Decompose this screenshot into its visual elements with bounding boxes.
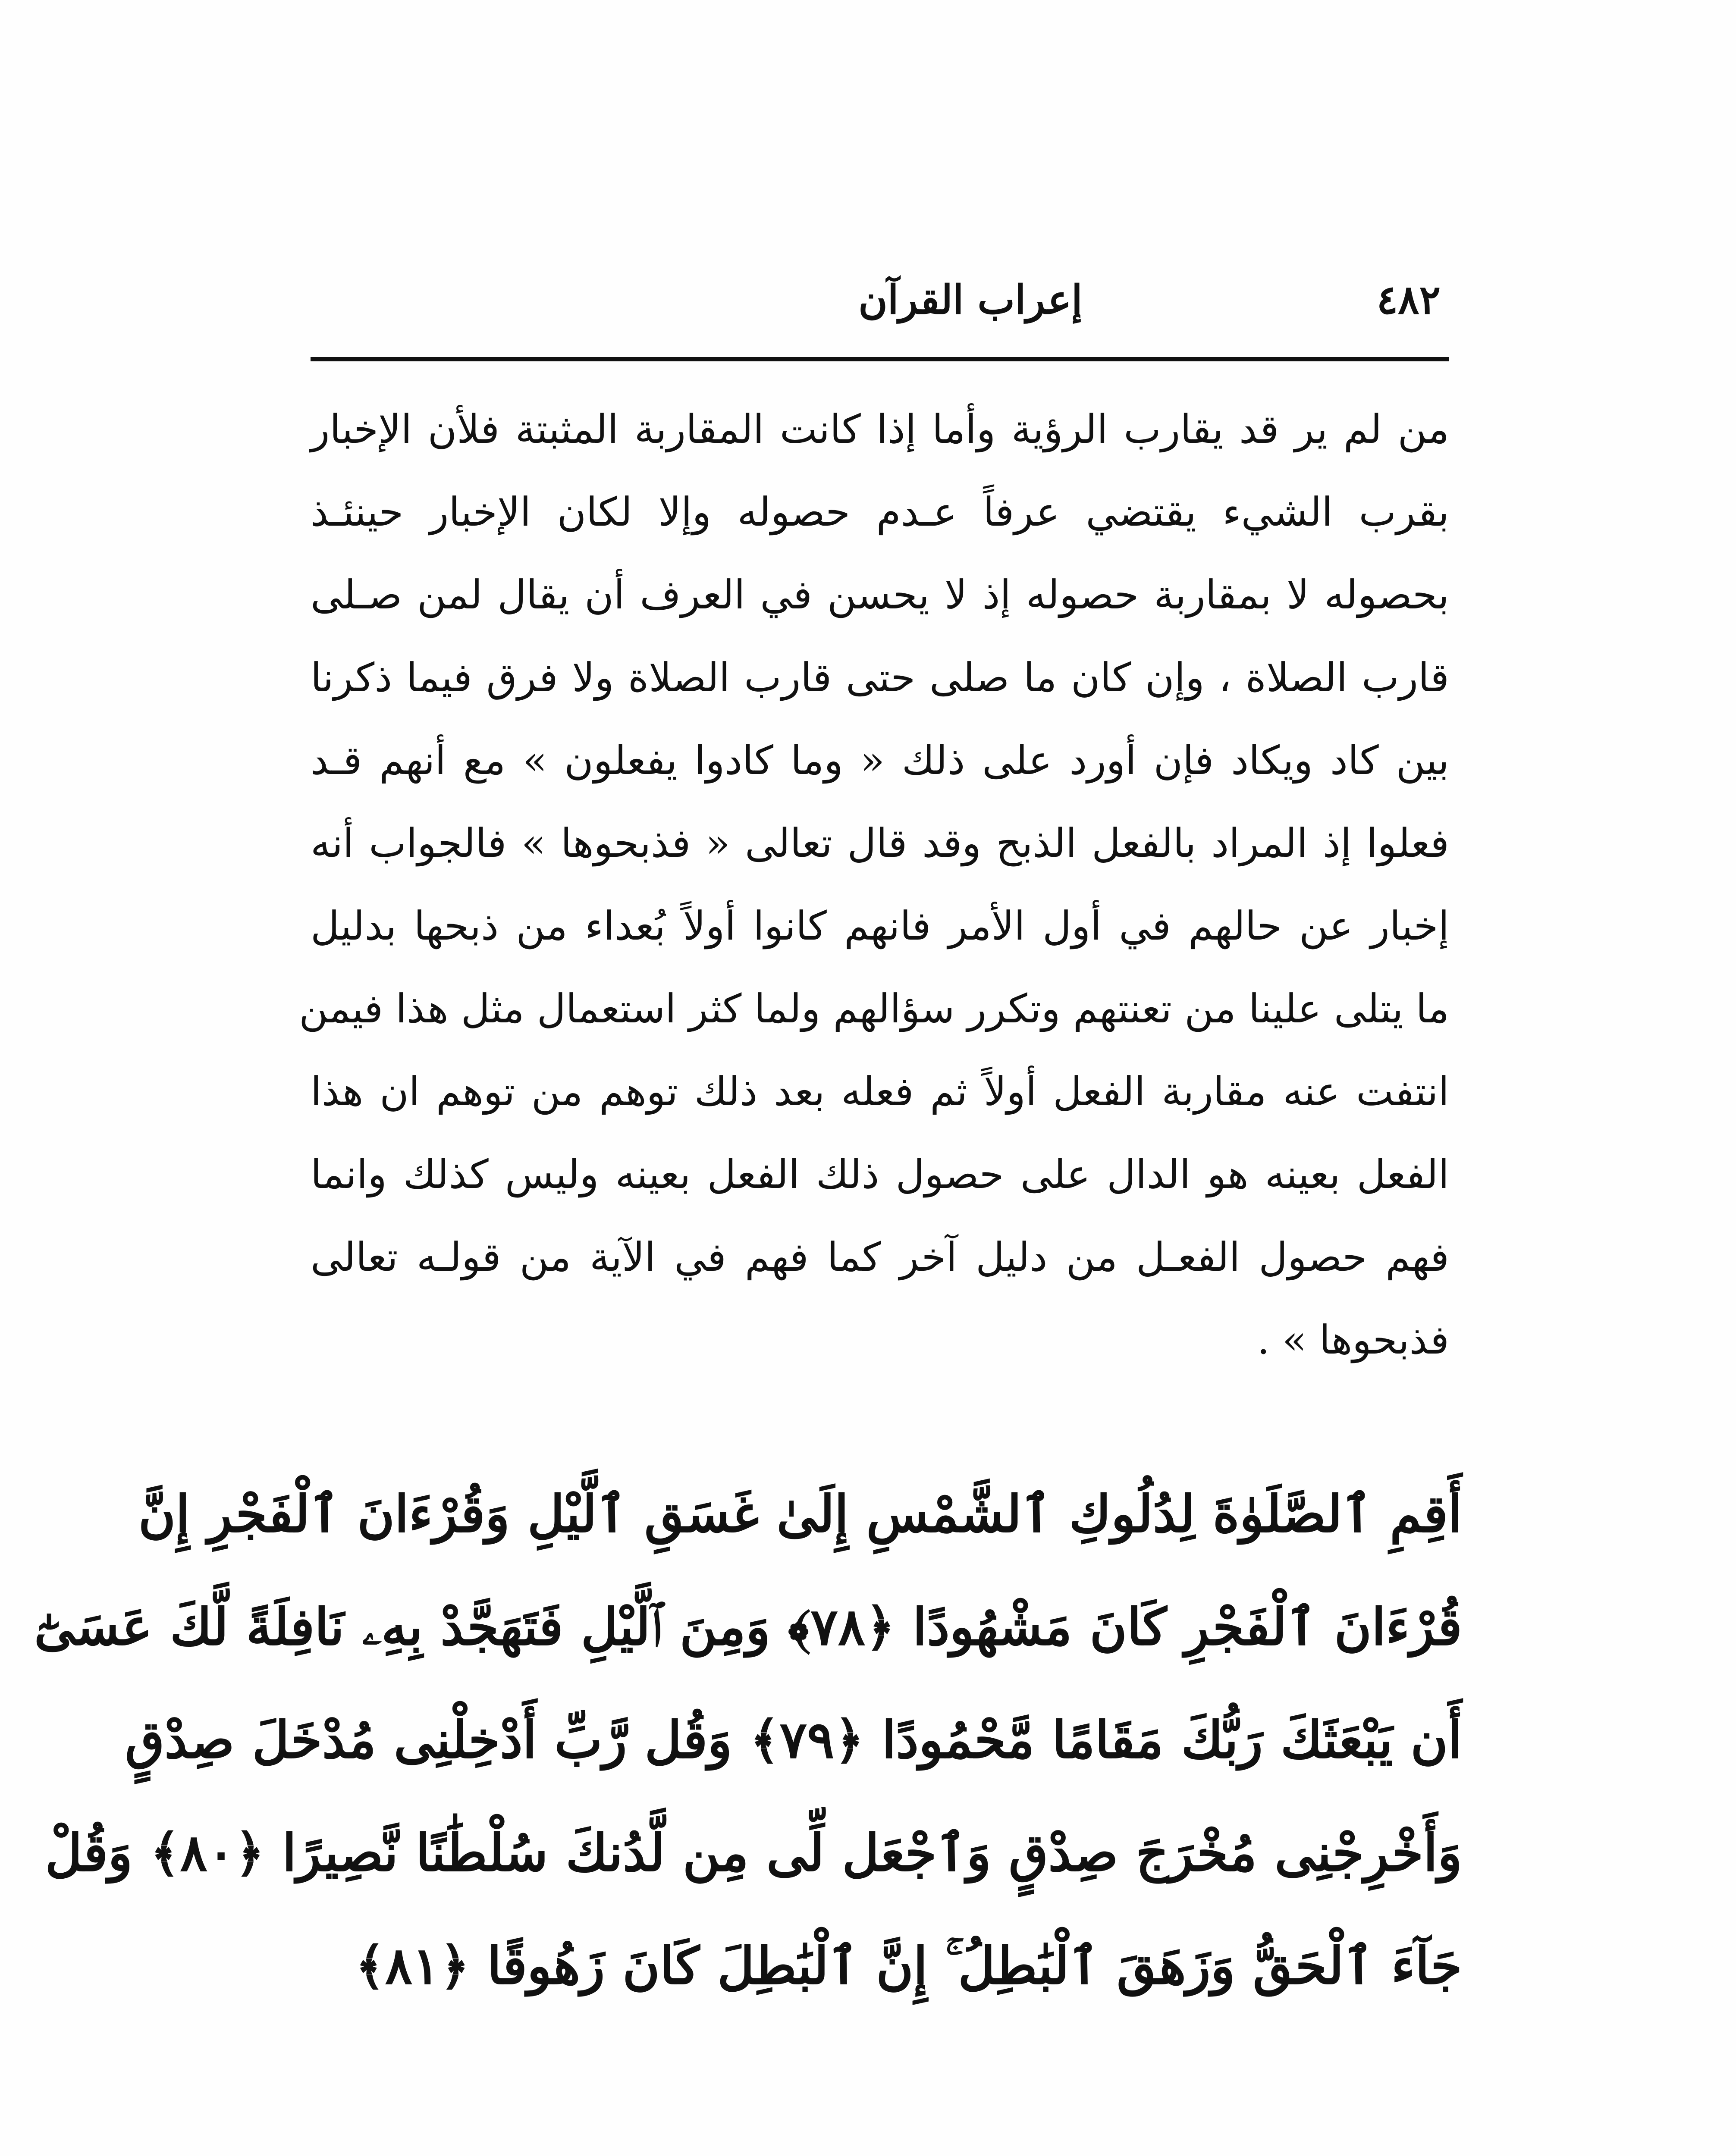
prose-line: قارب الصلاة ، وإن كان ما صلى حتى قارب الصلاة ولا فرق فيما ذكرنا bbox=[311, 655, 1449, 701]
prose-line: فذبحوها » . bbox=[1257, 1317, 1449, 1363]
prose-line: فعلوا إذ المراد بالفعل الذبح وقد قال تعالى « فذبحوها » فالجواب أنه bbox=[311, 820, 1449, 866]
page-header bbox=[311, 267, 1449, 332]
page-number: ٤٨٢ bbox=[1376, 276, 1441, 323]
header-rule bbox=[311, 357, 1449, 361]
verse-line: أَقِمِ ٱلصَّلَوٰةَ لِدُلُوكِ ٱلشَّمْسِ إِلَىٰ غَسَقِ ٱلَّيْلِ وَقُرْءَانَ ٱلْفَجْرِ إِنَّ bbox=[138, 1484, 1462, 1544]
prose-line: فهم حصول الفعـل من دليل آخر كما فهم في الآية من قولـه تعالى bbox=[311, 1234, 1449, 1280]
verse-line: أَن يَبْعَثَكَ رَبُّكَ مَقَامًا مَّحْمُودًا ﴿٧٩﴾ وَقُل رَّبِّ أَدْخِلْنِى مُدْخَلَ صِدْقٍ bbox=[125, 1710, 1462, 1770]
prose-line: ما يتلى علينا من تعنتهم وتكرر سؤالهم ولما كثر استعمال مثل هذا فيمن bbox=[299, 986, 1449, 1032]
prose-line: من لم ير قد يقارب الرؤية وأما إذا كانت المقاربة المثبتة فلأن الإخبار bbox=[311, 406, 1449, 452]
prose-line: بحصوله لا بمقاربة حصوله إذ لا يحسن في العرف أن يقال لمن صـلى bbox=[311, 572, 1449, 618]
prose-line: الفعل بعينه هو الدال على حصول ذلك الفعل بعينه وليس كذلك وانما bbox=[311, 1151, 1449, 1197]
prose-line: انتفت عنه مقاربة الفعل أولاً ثم فعله بعد ذلك توهم من توهم ان هذا bbox=[311, 1069, 1449, 1115]
verse-line: جَآءَ ٱلْحَقُّ وَزَهَقَ ٱلْبَٰطِلُ ۚ إِنَّ ٱلْبَٰطِلَ كَانَ زَهُوقًا ﴿٨١﴾ bbox=[355, 1936, 1462, 1996]
prose-line: بقرب الشيء يقتضي عرفاً عـدم حصوله وإلا لكان الإخبار حينئـذ bbox=[311, 489, 1449, 535]
running-title: إعراب القرآن bbox=[858, 276, 1083, 323]
verse-line: وَأَخْرِجْنِى مُخْرَجَ صِدْقٍ وَٱجْعَل لِّى مِن لَّدُنكَ سُلْطَٰنًا نَّصِيرًا ﴿٨٠﴾ وَقُلْ bbox=[45, 1823, 1462, 1883]
verse-line: قُرْءَانَ ٱلْفَجْرِ كَانَ مَشْهُودًا ﴿٧٨﴾ وَمِنَ ٱلَّيْلِ فَتَهَجَّدْ بِهِۦ نَافِلَةً لَّكَ عَسَىٰٓ bbox=[34, 1597, 1462, 1657]
prose-line: بين كاد ويكاد فإن أورد على ذلك « وما كادوا يفعلون » مع أنهم قـد bbox=[311, 737, 1449, 783]
prose-line: إخبار عن حالهم في أول الأمر فانهم كانوا أولاً بُعداء من ذبحها بدليل bbox=[311, 903, 1449, 949]
quran-verse-block bbox=[34, 1457, 1462, 2022]
commentary-text bbox=[299, 388, 1449, 1382]
